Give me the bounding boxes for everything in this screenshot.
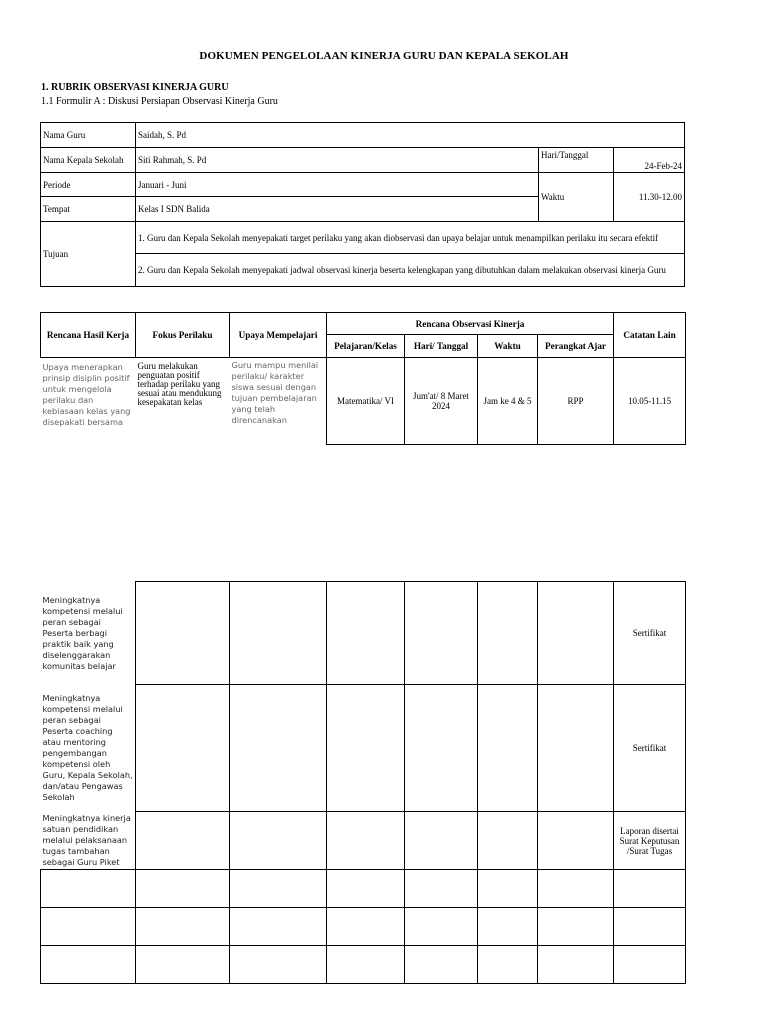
periode-value: Januari - Juni	[136, 173, 539, 197]
plan-catatan: 10.05-11.15	[614, 358, 686, 445]
header-pelajaran: Pelajaran/Kelas	[327, 335, 405, 358]
periode-label: Periode	[41, 173, 136, 197]
plan-fokus: Guru melakukan penguatan positif terhadap perilaku yang sesuai atau mendukung kesepakatan kelas	[137, 361, 222, 407]
plan-upaya: Guru mampu menilai perilaku/ karakter siswa sesuai dengan tujuan pembelajaran yang telah direncanakan	[231, 360, 319, 425]
plan-hari: Jum'at/ 8 Maret 2024	[405, 358, 478, 445]
tujuan-item-1: 1. Guru dan Kepala Sekolah menyepakati target perilaku yang akan diobservasi dan upaya belajar untuk menampilkan perilaku itu secara efektif	[136, 222, 685, 254]
extra-rencana-2: Meningkatnya kompetensi melalui peran sebagai Peserta coaching atau mentoring pengembangan kompetensi oleh Guru, Kepala Sekolah, dan/atau Pengawas Sekolah	[42, 693, 133, 802]
table-row	[41, 582, 686, 685]
header-upaya: Upaya Mempelajari	[230, 313, 327, 358]
hari-label: Hari/Tanggal	[539, 148, 614, 173]
plan-rencana: Upaya menerapkan prinsip disiplin positif untuk mengelola perilaku dan kebiasaan kelas yang disepakati bersama	[42, 362, 131, 427]
table-row	[41, 908, 686, 946]
table-row	[41, 870, 686, 908]
subsection-heading: 1.1 Formulir A : Diskusi Persiapan Observasi Kinerja Guru	[41, 96, 278, 107]
table-row	[41, 946, 686, 984]
extra-catatan-3: Laporan disertai Surat Keputusan /Surat Tugas	[614, 812, 686, 870]
header-fokus: Fokus Perilaku	[136, 313, 230, 358]
waktu-value: 11.30-12.00	[614, 173, 685, 222]
table-row	[41, 812, 686, 870]
table-row	[41, 685, 686, 812]
nama-guru-label: Nama Guru	[41, 123, 136, 148]
hari-value: 24-Feb-24	[614, 148, 685, 173]
extra-rencana-3: Meningkatnya kinerja satuan pendidikan melalui pelaksanaan tugas tambahan sebagai Guru Piket	[42, 812, 131, 867]
plan-table	[40, 312, 686, 445]
kepsek-value: Siti Rahmah, S. Pd	[136, 148, 539, 173]
nama-guru-value: Saidah, S. Pd	[136, 123, 685, 148]
info-table	[40, 122, 685, 287]
header-rencana: Rencana Hasil Kerja	[41, 313, 136, 358]
header-perangkat: Perangkat Ajar	[538, 335, 614, 358]
header-catatan: Catatan Lain	[614, 313, 686, 358]
kepsek-label: Nama Kepala Sekolah	[41, 148, 136, 173]
section-heading: 1. RUBRIK OBSERVASI KINERJA GURU	[41, 82, 229, 93]
tujuan-item-2: 2. Guru dan Kepala Sekolah menyepakati jadwal observasi kinerja beserta kelengkapan yang dibutuhkan dalam melakukan observasi kinerja Guru	[136, 254, 685, 287]
plan-pelajaran: Matematika/ VI	[327, 358, 405, 445]
header-hari: Hari/ Tanggal	[405, 335, 478, 358]
plan-perangkat: RPP	[538, 358, 614, 445]
tempat-value: Kelas I SDN Balida	[136, 197, 539, 222]
tempat-label: Tempat	[41, 197, 136, 222]
header-observasi: Rencana Observasi Kinerja	[327, 313, 614, 335]
header-waktu: Waktu	[478, 335, 538, 358]
extra-table	[40, 581, 686, 984]
tujuan-label: Tujuan	[41, 222, 136, 287]
waktu-label: Waktu	[539, 173, 614, 222]
document-title: DOKUMEN PENGELOLAAN KINERJA GURU DAN KEPALA SEKOLAH	[199, 50, 569, 62]
plan-waktu: Jam ke 4 & 5	[478, 358, 538, 445]
extra-catatan-2: Sertifikat	[614, 685, 686, 812]
extra-rencana-1: Meningkatnya kompetensi melalui peran sebagai Peserta berbagi praktik baik yang diselenggarakan komunitas belajar	[42, 594, 123, 671]
extra-catatan-1: Sertifikat	[614, 582, 686, 685]
